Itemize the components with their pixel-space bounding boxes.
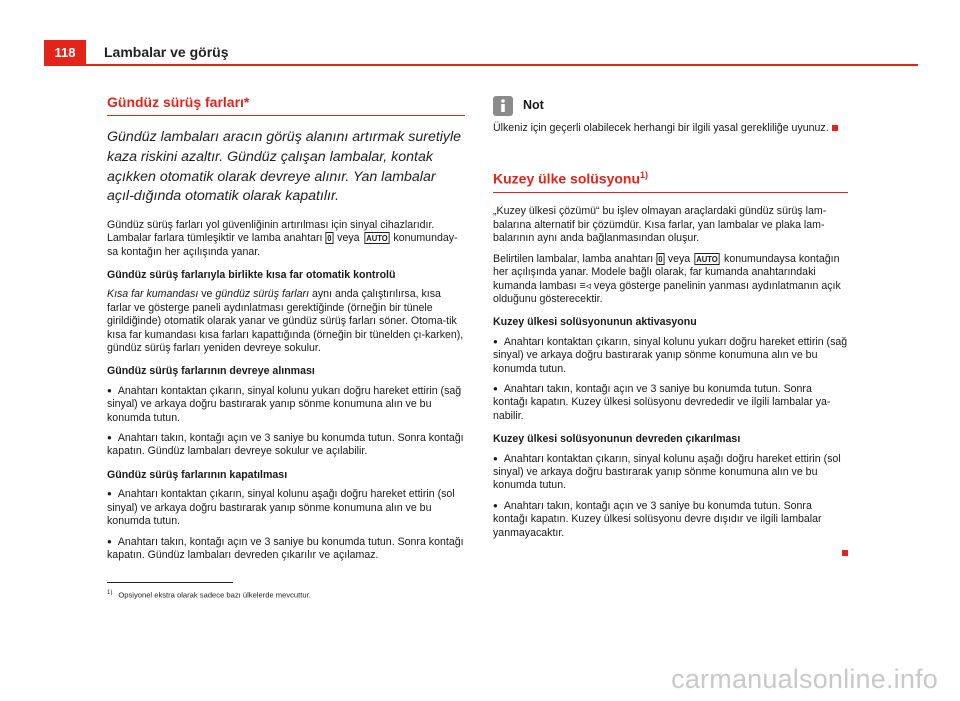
lamp-switch-zero-symbol: 0 — [327, 233, 332, 244]
section-heading-daytime-lights: Gündüz sürüş farları* — [107, 96, 465, 116]
paragraph: Belirtilen lambalar, lamba anahtarı 0 veya AUTO konumundaysa kontağın her açılışında yanar. Modele bağlı olarak, far kumanda anahtarındaki kumanda lambası ≡◃ veya gösterge panelinin yanması aydınlatmanın açık olduğunu gösterecektir. — [493, 252, 841, 305]
lamp-switch-auto-symbol: AUTO — [365, 233, 388, 244]
list-item: ● Anahtarı takın, kontağı açın ve 3 saniye bu konumda tutun. Sonra kontağı kapatın. Gündüz lambaları devreye sokulur ve açılabilir. — [107, 432, 465, 459]
list-item: ● Anahtarı takın, kontağı açın ve 3 saniye bu konumda tutun. Sonra kontağı kapatın. Kuzey ülkesi solüsyonu devrededir ve ilgili lambalar ya-nabilir. — [493, 383, 848, 423]
list-item: ● Anahtarı takın, kontağı açın ve 3 saniye bu konumda tutun. Sonra kontağı kapatın. Gündüz lambaları devreden çıkarılır ve açılamaz. — [107, 536, 465, 563]
section-heading-nordic-solution: Kuzey ülke solüsyonu$^{1)}$ — [493, 169, 848, 193]
info-icon — [493, 96, 513, 116]
list-item: ● Anahtarı takın, kontağı açın ve 3 saniye bu konumda tutun. Sonra kontağı kapatın. Kuzey ülkesi solüsyonu devre dışıdır ve ilgili lambalar yanmayacaktır. — [493, 500, 848, 540]
section-end-marker — [832, 125, 838, 131]
subheading: Gündüz sürüş farlarının kapatılması — [107, 468, 288, 481]
paragraph: Kısa far kumandası ve gündüz sürüş farları aynı anda çalıştırılırsa, kısa farlar ve gösterge paneli aydınlatması gerektiğinde (örneğin bir tünele girildiğinde) otomatik olarak yanar ve gündüz sürüş farları söner. Otoma-tik kısa far kumandası kısa farları kapattığında (örneğin bir tünelden çı-karken), gündüz sürüş farları yeniden devreye sokulur. — [107, 288, 464, 355]
subheading: Kuzey ülkesi solüsyonunun devreden çıkarılması — [493, 433, 741, 446]
list-item: ● Anahtarı kontaktan çıkarın, sinyal kolunu aşağı doğru hareket ettirin (sol sinyal) ve arkaya doğru bastırarak yanıp sönme konumuna alın ve bu konumda tutun. — [493, 453, 848, 493]
chapter-title: Lambalar ve görüş — [104, 44, 229, 60]
lamp-switch-auto-symbol: AUTO — [696, 253, 718, 264]
note-text: Ülkeniz için geçerli olabilecek herhangi bir ilgili yasal gerekliliğe uyunuz. — [493, 122, 848, 135]
lamp-switch-zero-symbol: 0 — [658, 253, 663, 264]
left-column — [107, 96, 465, 569]
subheading: Gündüz sürüş farlarının devreye alınması — [107, 365, 315, 378]
note-title: Not — [523, 98, 544, 113]
list-item: ● Anahtarı kontaktan çıkarın, sinyal kolunu yukarı doğru hareket ettirin (sağ sinyal) ve arkaya doğru bastırarak yanıp sönme konumuna alın ve bu konumda tutun. — [107, 385, 465, 425]
paragraph: Gündüz sürüş farları yol güvenliğinin artırılması için sinyal cihazlarıdır. Lambalar farlara tümleşiktir ve lamba anahtarı 0 veya AUTO konumunday-sa kontağın her açılışında yanar. — [107, 218, 458, 258]
watermark: carmanualsonline.info — [671, 664, 938, 694]
subheading: Gündüz sürüş farlarıyla birlikte kısa far otomatik kontrolü — [107, 269, 396, 281]
page-number-badge: 118 — [44, 40, 86, 64]
section-end-marker — [842, 550, 848, 556]
footnote: $^{1)}$ Opsiyonel ekstra olarak sadece bazı ülkelerde mevcuttur. — [107, 590, 311, 600]
list-item: ● Anahtarı kontaktan çıkarın, sinyal kolunu aşağı doğru hareket ettirin (sol sinyal) ve arkaya doğru bastırarak yanıp sönme konumuna alın ve bu konumda tutun. — [107, 488, 465, 528]
right-column — [493, 96, 848, 560]
headlight-icon: ≡◃ — [579, 279, 592, 292]
note-header — [493, 96, 848, 116]
footnote-rule — [107, 582, 233, 583]
intro-paragraph: Gündüz lambaları aracın görüş alanını artırmak suretiyle kaza riskini azaltır. Gündüz çalışan lambalar, kontak açıkken otomatik olarak devreye alınır. Yan lambalar açıl-dığında otomatik olarak kapatılır. — [107, 129, 462, 205]
subheading: Kuzey ülkesi solüsyonunun aktivasyonu — [493, 316, 697, 329]
paragraph: „Kuzey ülkesi çözümü“ bu işlev olmayan araçlardaki gündüz sürüş lam-balarına alternatif bir çözümdür. Kısa farlar, yan lambalar ve plaka lam-balarının aynı anda bağlanmasından oluşur. — [493, 205, 827, 245]
header-rule — [44, 64, 918, 66]
list-item: ● Anahtarı kontaktan çıkarın, sinyal kolunu yukarı doğru hareket ettirin (sağ sinyal) ve arkaya doğru bastırarak yanıp sönme konumuna alın ve bu konumda tutun. — [493, 336, 848, 376]
